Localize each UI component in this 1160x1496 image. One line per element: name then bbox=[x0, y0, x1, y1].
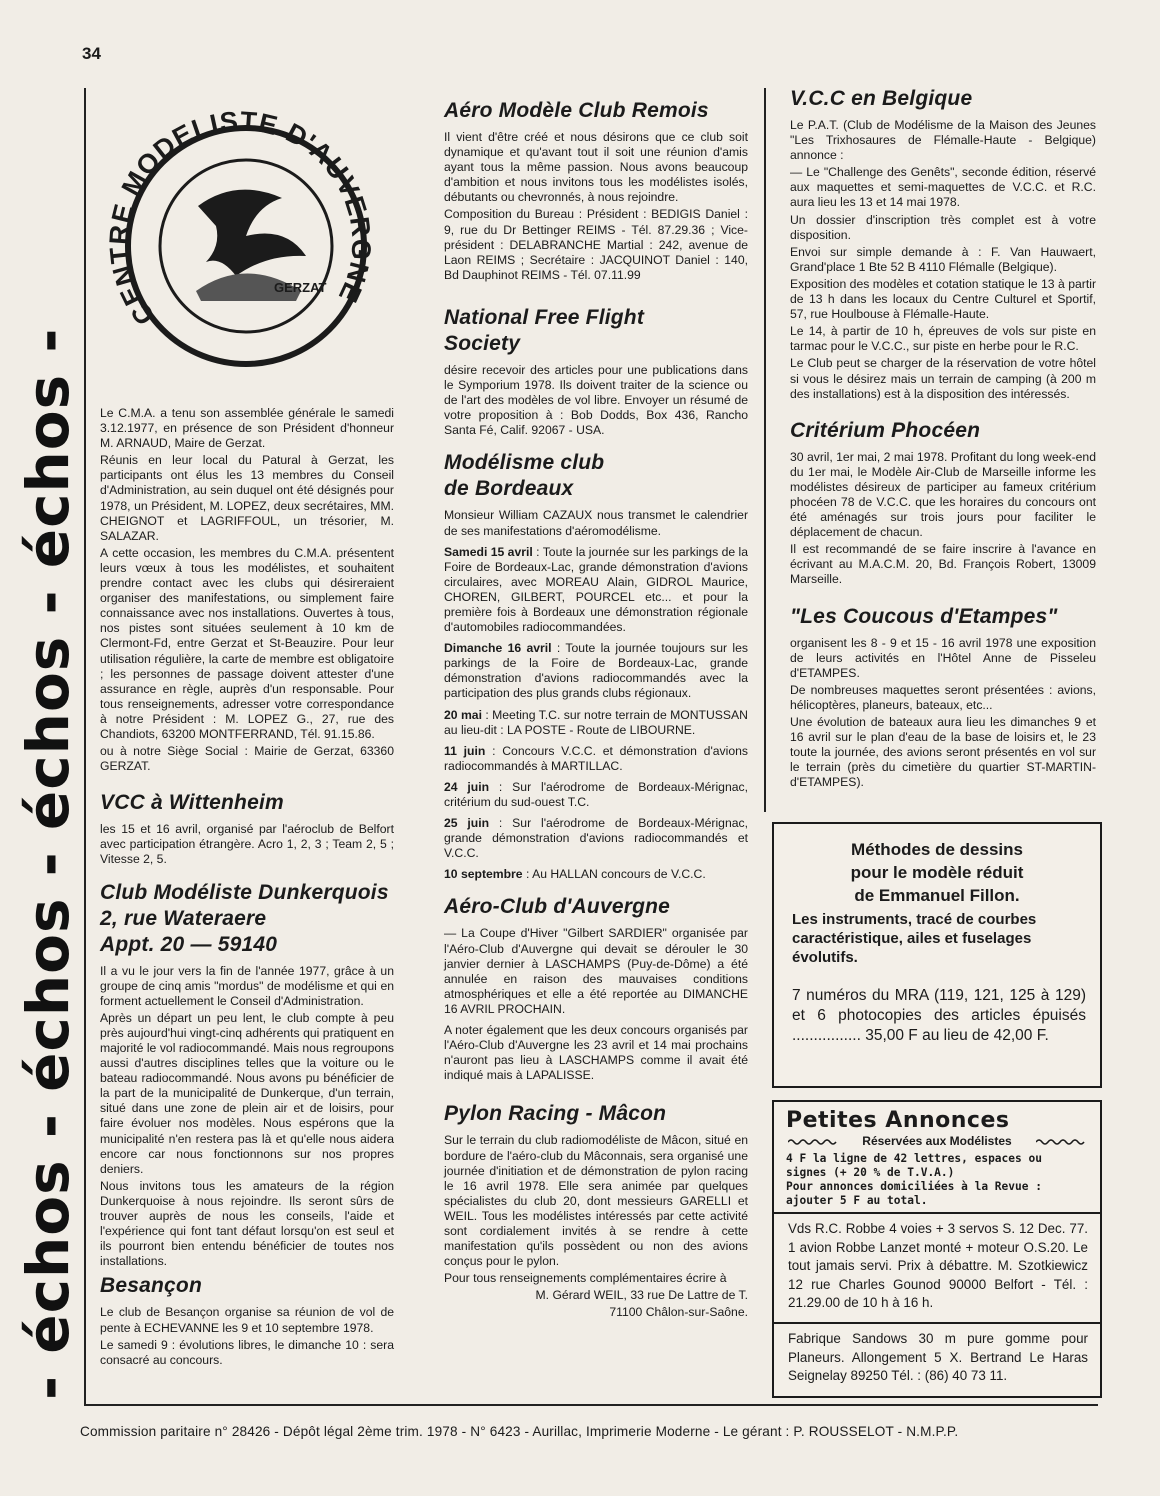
cma-paragraph: A cette occasion, les membres du C.M.A. présentent leurs vœux à tous les modélistes, et souhaitent prendre contact avec les clubs qui désireraient organiser des manifestations, ou simplement faire connaissance avec nos installations. Ouvertes à tous, nos pistes sont situées seulement à 10 km de Clermont-Fd, entre Gerzat et St-Beauzire. Pour leur utilisation régulière, la carte de membre est obligatoire ; les personnes de passage doivent attester d'une assurance en règle, auprès d'un responsable. Pour tous renseignements, adresser votre correspondance à notre Président : M. LOPEZ G., 27, rue des Chandiots, 63200 MONTFERRAND, Tél. 91.15.86. bbox=[100, 545, 394, 741]
logo-ring-text: CENTRE MODELISTE D'AUVERGNE bbox=[103, 105, 377, 331]
etampes-paragraph: Une évolution de bateaux aura lieu les dimanches 9 et 16 avril sur le plan d'eau de la base de loisirs et, le 23 toute la journée, des avions seront présentés en vol sur le terrain (près du cimetière du quartier ST-MARTIN-d'ETAMPES). bbox=[790, 715, 1096, 790]
bordeaux-event: 20 mai : Meeting T.C. sur notre terrain de MONTUSSAN au lieu-dit : LA POSTE - Route de LIBOURNE. bbox=[444, 707, 748, 737]
bordeaux-event: 11 juin : Concours V.C.C. et démonstration d'avions radiocommandés à MARTILLAC. bbox=[444, 743, 748, 773]
cma-paragraph: Le C.M.A. a tenu son assemblée générale le samedi 3.12.1977, en présence de son Président d'honneur M. ARNAUD, Maire de Gerzat. bbox=[100, 406, 394, 451]
bordeaux-intro: Monsieur William CAZAUX nous transmet le calendrier de ses manifestations d'aéromodélisme. bbox=[444, 508, 748, 538]
belgique-paragraph: Un dossier d'inscription très complet est à votre disposition. bbox=[790, 212, 1096, 242]
article-title-remois: Aéro Modèle Club Remois bbox=[444, 99, 709, 122]
auvergne-paragraph: A noter également que les deux concours organisés par l'Aéro-Club d'Auvergne les 23 avril et 14 mai prochains n'auront pas lieu à LASCHAMPS comme il avait été indiqué mais à LAPALISSE. bbox=[444, 1023, 748, 1083]
belgique-paragraph: Exposition des modèles et cotation statique le 13 à partir de 13 h dans les locaux du Centre Culturel et Sportif, 57, rue Houlbouse à Flémalle-Haute. bbox=[790, 276, 1096, 322]
classified-ad: Vds R.C. Robbe 4 voies + 3 servos S. 12 Dec. 77. 1 avion Robbe Lanzet monté + moteur O.S.20. Le tout jamais servi. Prix à débattre. M. Szotkiewicz 12 rue Charles Gounod 90000 Belfort - Tél. : 21.29.00 de 10 h à 16 h. bbox=[772, 1212, 1102, 1324]
column-3 bbox=[790, 86, 1096, 792]
phoceen-paragraph: 30 avril, 1er mai, 2 mai 1978. Profitant du long week-end du 1er mai, le Modèle Air-Club de Marseille informe les modélistes désireux de participer au fameux critérium phocéen 78 de V.C.C. que les horaires du concours ont été aménagés sur trois jours pour faciliter le déplacement de chacun. bbox=[790, 449, 1096, 540]
dunkerquois-paragraph: Il a vu le jour vers la fin de l'année 1977, grâce à un groupe de cinq amis "mordus" de modélisme et qui en forment actuellement le Conseil d'Administration. bbox=[100, 963, 394, 1008]
classified-ad: Fabrique Sandows 30 m pure gomme pour Planeurs. Allongement 5 X. Bertrand Le Haras Seignelay 89250 Tél. : (86) 40 73 11. bbox=[772, 1322, 1102, 1398]
fillon-title: Méthodes de dessins pour le modèle réduit de Emmanuel Fillon. bbox=[850, 840, 1024, 905]
fillon-offer: 7 numéros du MRA (119, 121, 125 à 129) et 6 photocopies des articles épuisés ................ 35,00 F au lieu de 42,00 F. bbox=[792, 987, 1086, 1044]
belgique-paragraph: Le Club peut se charger de la réservation de votre hôtel si vous le désirez mais un terrain de camping (à 200 m des installations) est à la disposition des intéressés. bbox=[790, 356, 1096, 401]
article-title-coucous-etampes: "Les Coucous d'Etampes" bbox=[790, 604, 1058, 628]
cma-paragraph: Réunis en leur local du Patural à Gerzat, les participants ont élus les 13 membres du Conseil d'Administration, au sein duquel ont été désignés pour 1978, un Président, M. LOPEZ, deux secrétaires, MM. CHEIGNOT et LAGRIFFOUL, un trésorier, M. SALAZAR. bbox=[100, 453, 394, 543]
petites-annonces-box bbox=[772, 1100, 1102, 1214]
etampes-paragraph: De nombreuses maquettes seront présentées : avions, hélicoptères, planeurs, bateaux, etc... bbox=[790, 682, 1096, 712]
column-2 bbox=[444, 98, 748, 1323]
fillon-subtitle: Les instruments, tracé de courbes caractéristique, ailes et fuselages évolutifs. bbox=[792, 911, 1037, 966]
nffs-paragraph: désire recevoir des articles pour une publications dans le Symporium 1978. Ils doivent traiter de la science ou de l'art des modèles de vol libre. Envoyer un résumé de votre proposition à : Bob Dodds, Box 436, Rancho Santa Fé, Calif. 92067 - USA. bbox=[444, 362, 748, 438]
article-title-bordeaux: Modélisme club de Bordeaux bbox=[444, 451, 605, 501]
besancon-paragraph: Le samedi 9 : évolutions libres, le dimanche 10 : sera consacré au concours. bbox=[100, 1337, 394, 1367]
belgique-paragraph: Le P.A.T. (Club de Modélisme de la Maison des Jeunes "Les Trixhosaures de Flémalle-Haute - Belgique) annonce : bbox=[790, 118, 1096, 163]
article-title-nffs: National Free Flight Society bbox=[444, 305, 645, 355]
vcc-paragraph: les 15 et 16 avril, organisé par l'aéroclub de Belfort avec participation étrangère. Acro 1, 2, 3 ; Team 2, 5 ; Vitesse 2, 5. bbox=[100, 822, 394, 867]
footer-rule bbox=[84, 1404, 1098, 1406]
petites-annonces-subtitle: Réservées aux Modélistes bbox=[862, 1134, 1012, 1148]
bordeaux-event: 10 septembre : Au HALLAN concours de V.C.C. bbox=[444, 867, 706, 882]
pylon-paragraph: Pour tous renseignements complémentaires écrire à bbox=[444, 1271, 727, 1286]
logo-place-text: GERZAT bbox=[274, 280, 327, 295]
cma-logo bbox=[86, 86, 396, 396]
column-rule-right bbox=[764, 88, 766, 812]
pylon-address: M. Gérard WEIL, 33 rue De Lattre de T. bbox=[535, 1288, 748, 1303]
article-title-vcc-wittenheim: VCC à Wittenheim bbox=[100, 791, 284, 815]
belgique-paragraph: Envoi sur simple demande à : F. Van Hauwaert, Grand'place 1 Bte 52 B 4110 Flémalle (Belgique). bbox=[790, 244, 1096, 274]
column-1 bbox=[100, 406, 394, 1370]
article-title-dunkerquois: Club Modéliste Dunkerquois 2, rue Wateraere Appt. 20 — 59140 bbox=[100, 880, 389, 956]
bordeaux-event: Samedi 15 avril : Toute la journée sur les parkings de la Foire de Bordeaux-Lac, grande démonstration d'avions circulaires, avec MOREAU Alain, GIDROL Maurice, CHOREN, GILBERT, POURCEL etc... et pour la première fois à Bordeaux une démonstration régionale d'automobiles radiocommandées. bbox=[444, 544, 748, 635]
dunkerquois-paragraph: Après un départ un peu lent, le club compte à peu près aujourd'hui vingt-cinq adhérents qui pratiquent en majorité le vol radiocommandé. Mais nous regroupons aussi d'autres disciplines telles que la voiture ou le bateau radiocommandé. Nous avons pu bénéficier de la part de la municipalité de Dunkerque, d'un terrain, situé dans une zone de plein air et de loisirs, pour faire évoluer nos modèles. Nous espérons que la municipalité n'en restera pas là et qu'elle nous aidera encore car nous fonctionnons sur nos propres deniers. bbox=[100, 1010, 394, 1176]
pylon-paragraph: Sur le terrain du club radiomodéliste de Mâcon, situé en bordure de l'aéro-club du Mâconnais, sera organisé une journée d'initiation et de démonstration de pylon racing le 16 avril 1978. Elle sera animée par quelques spécialistes du club 20, dont messieurs GARELLI et WEIL. Tous les modélistes intéressés par cette activité sont cordialement invités à se rendre à cette manifestation qu'ils possèdent ou non des avions conçus pour le pylon. bbox=[444, 1133, 748, 1269]
petites-annonces-title: Petites Annonces bbox=[786, 1108, 1010, 1133]
auvergne-paragraph: — La Coupe d'Hiver "Gilbert SARDIER" organisée par l'Aéro-Club d'Auvergne qui devait se dérouler le 30 janvier dernier à LASCHAMPS (Puy-de-Dôme) a été annulée en raison des mauvaises conditions atmosphériques et elle a été reportée au DIMANCHE 16 AVRIL PROCHAIN. bbox=[444, 926, 748, 1016]
etampes-paragraph: organisent les 8 - 9 et 15 - 16 avril 1978 une exposition de leurs activités en l'Hôtel Anne de Pisseleu d'ETAMPES. bbox=[790, 635, 1096, 680]
echos-side-banner: - échos - échos - échos - échos - bbox=[14, 327, 82, 1400]
dunkerquois-paragraph: Nous invitons tous les amateurs de la région Dunkerquoise à nous rejoindre. Ils seront sûrs de trouver auprès de nous les conseils, l'aide et l'expérience qui font tant défaut lorsqu'on est seul et ils pourront bien entendu bénéficier de toutes nos installations. bbox=[100, 1178, 394, 1269]
belgique-paragraph: — Le "Challenge des Genêts", seconde édition, réservé aux maquettes et semi-maquettes de V.C.C. et R.C. aura lieu les 13 et 14 mai 1978. bbox=[790, 165, 1096, 210]
fillon-book-box bbox=[772, 822, 1102, 1088]
bordeaux-event: 25 juin : Sur l'aérodrome de Bordeaux-Mérignac, grande démonstration d'avions radiocommandés et V.C.C. bbox=[444, 816, 748, 861]
remois-paragraph: Il vient d'être créé et nous désirons que ce club soit dynamique et qu'avant tout il soit une réunion d'amis ayant tous la même passion. Nous avons beaucoup d'ambition et nous invitons tous les modélistes isolés, débutants ou chevronnés, à nous rejoindre. bbox=[444, 130, 748, 205]
belgique-paragraph: Le 14, à partir de 10 h, épreuves de vols sur piste en tarmac pour le V.C.C., sur piste en herbe pour le R.C. bbox=[790, 324, 1096, 354]
petites-annonces-rates: 4 F la ligne de 42 lettres, espaces ou signes (+ 20 % de T.V.A.) Pour annonces domiciliées à la Revue : ajouter 5 F au total. bbox=[786, 1152, 1042, 1207]
remois-paragraph: Composition du Bureau : Président : BEDIGIS Daniel : 9, rue du Dr Bettinger REIMS - Tél. 87.29.36 ; Vice-président : DELABRANCHE Martial : 242, avenue de Laon REIMS ; Secrétaire : JACQUINOT Daniel : 140, Bd Dauphinot REIMS - Tél. 07.11.99 bbox=[444, 207, 748, 282]
article-title-besancon: Besançon bbox=[100, 1274, 202, 1298]
article-title-aeroclub-auvergne: Aéro-Club d'Auvergne bbox=[444, 895, 671, 919]
article-title-vcc-belgique: V.C.C en Belgique bbox=[790, 87, 973, 110]
phoceen-paragraph: Il est recommandé de se faire inscrire à l'avance en écrivant au M.A.C.M. 20, Bd. François Robert, 13009 Marseille. bbox=[790, 542, 1096, 587]
cma-paragraph: ou à notre Siège Social : Mairie de Gerzat, 63360 GERZAT. bbox=[100, 744, 394, 774]
pylon-address: 71100 Châlon-sur-Saône. bbox=[609, 1305, 748, 1320]
bordeaux-event: 24 juin : Sur l'aérodrome de Bordeaux-Mérignac, critérium du sud-ouest T.C. bbox=[444, 779, 748, 809]
article-title-pylon-racing: Pylon Racing - Mâcon bbox=[444, 1102, 667, 1126]
legal-footer: Commission paritaire n° 28426 - Dépôt légal 2ème trim. 1978 - N° 6423 - Aurillac, Imprimerie Moderne - Le gérant : P. ROUSSELOT - N.M.P.P. bbox=[80, 1424, 959, 1439]
bordeaux-event: Dimanche 16 avril : Toute la journée toujours sur les parkings de la Foire de Bordeaux-Lac, grande démonstration d'avions radiocommandés avec la participation des plus grands clubs régionaux. bbox=[444, 641, 748, 701]
page-number: 34 bbox=[82, 44, 101, 63]
besancon-paragraph: Le club de Besançon organise sa réunion de vol de pente à ECHEVANNE les 9 et 10 septembre 1978. bbox=[100, 1305, 394, 1335]
article-title-phoceen: Critérium Phocéen bbox=[790, 418, 981, 442]
